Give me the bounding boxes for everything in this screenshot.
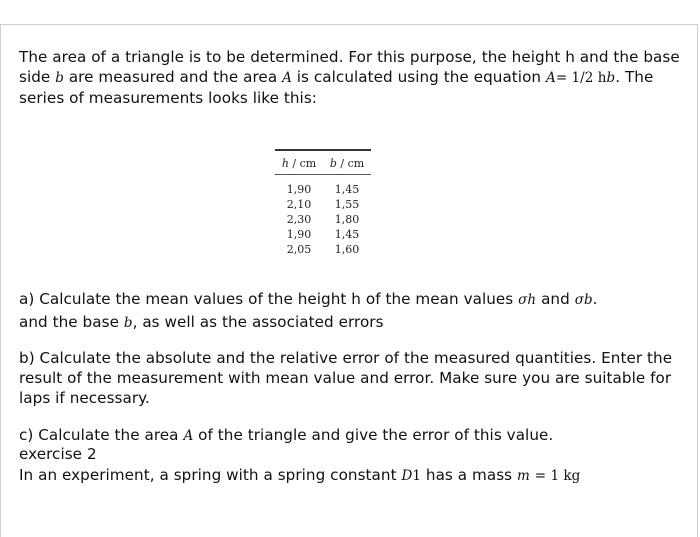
intro-text-3: is calculated using the equation xyxy=(296,68,542,86)
table-row xyxy=(275,212,371,227)
var-b: b xyxy=(606,70,616,86)
table-row xyxy=(275,197,371,212)
var-m: m xyxy=(517,468,530,484)
question-c: c) Calculate the area A of the triangle and give the error of this value. xyxy=(19,426,554,444)
question-a-line-2: and the base b, as well as the associated errors xyxy=(19,313,384,331)
intro-text-2: are measured and the area xyxy=(68,68,278,86)
table-row xyxy=(275,242,371,257)
cell-h: 2,30 xyxy=(286,213,312,226)
question-a-line-1: a) Calculate the mean values of the height h of the mean values σh and σb. xyxy=(19,290,598,308)
cell-h: 1,90 xyxy=(286,183,312,196)
exercise-2-heading: exercise 2 xyxy=(19,445,97,463)
sigma-b: σb xyxy=(574,292,593,308)
cell-b: 1,45 xyxy=(334,183,360,196)
table-row xyxy=(275,173,371,197)
var-D: D xyxy=(401,468,413,484)
cell-h: 2,10 xyxy=(286,198,312,211)
column-header-b: b / cm xyxy=(329,156,365,170)
var-A: A xyxy=(183,428,194,444)
cell-b: 1,45 xyxy=(334,228,360,241)
column-header-h: h / cm xyxy=(281,156,317,170)
intro-text-1: The area of a triangle is to be determined. For this purpose, the height h and the base side xyxy=(19,48,680,86)
question-b: b) Calculate the absolute and the relative error of the measured quantities. Enter the result of the measurement with mean value and error. Make sure you are suitable for laps if necessary. xyxy=(19,349,673,407)
var-A: A xyxy=(282,70,292,86)
intro-text-4: . The series of measurements looks like this: xyxy=(19,68,654,107)
mass-value: = 1 kg xyxy=(534,468,581,484)
intro-paragraph xyxy=(19,47,684,108)
cell-b: 1,55 xyxy=(334,198,360,211)
sigma-h: σh xyxy=(518,292,537,308)
cell-b: 1,60 xyxy=(334,243,360,256)
equation-text: = 1/2 h xyxy=(555,70,607,86)
var-b: b xyxy=(123,315,133,331)
table-top-rule xyxy=(275,149,371,151)
cell-h: 2,05 xyxy=(286,243,312,256)
var-A: A xyxy=(546,70,556,86)
cell-h: 1,90 xyxy=(286,228,312,241)
var-b: b xyxy=(55,70,64,86)
spring-paragraph: In an experiment, a spring with a spring constant D1 has a mass m = 1 kg xyxy=(19,466,581,484)
cell-b: 1,80 xyxy=(334,213,360,226)
table-row xyxy=(275,227,371,242)
